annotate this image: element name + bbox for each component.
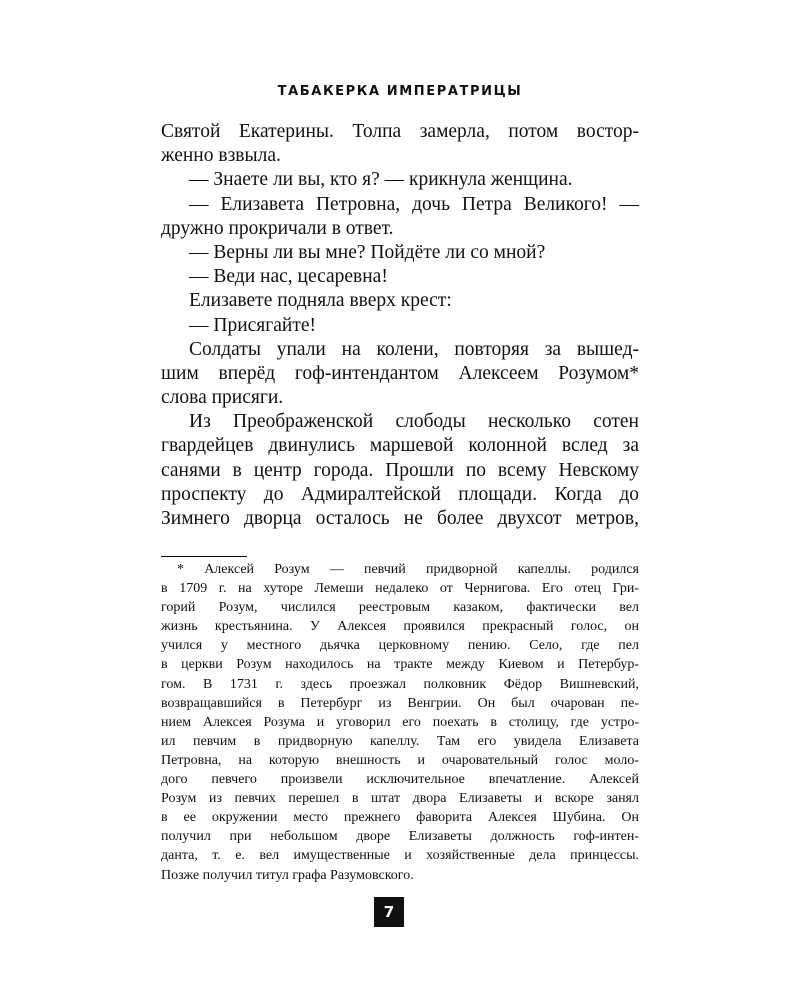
footnote-line: получил при небольшом дворе Елизаветы должность гоф-интен- [161, 829, 639, 845]
body-text [161, 120, 639, 531]
footnote-line: горий Розум, числился реестровым казаком, фактически вел [161, 600, 639, 616]
running-title: ТАБАКЕРКА ИМПЕРАТРИЦЫ [277, 84, 523, 99]
text-line: Святой Екатерины. Толпа замерла, потом востор- [161, 121, 639, 142]
footnote-line: Розум из певчих перешел в штат двора Елизаветы и вскоре занял [161, 791, 639, 807]
footnote-line: в ее окружении место прежнего фаворита Алексея Шубина. Он [161, 810, 639, 826]
text-line: гвардейцев двинулись маршевой колонной вслед за [161, 435, 639, 457]
text-line: — Присягайте! [189, 314, 317, 336]
footnote-line: дого певчего произвели исключительное впечатление. Алексей [161, 772, 639, 788]
footnote-line: жизнь крестьянина. У Алексея проявился прекрасный голос, он [161, 619, 639, 635]
footnote-line: в церкви Розум находилось на тракте между Киевом и Петербур- [161, 657, 639, 673]
text-line: — Знаете ли вы, кто я? — крикнула женщина. [189, 169, 573, 191]
text-line: Елизавете подняла вверх крест: [189, 290, 452, 312]
text-line: женно взвыла. [161, 145, 281, 167]
footnote-line: гом. В 1731 г. здесь проезжал полковник Фёдор Вишневский, [161, 676, 639, 692]
page-number: 7 [374, 897, 404, 927]
footnote-line: * Алексей Розум — певчий придворной капеллы. родился [177, 562, 639, 577]
footnote-line: ил певчим в придворную капеллу. Там его увидела Елизавета [161, 733, 639, 749]
text-line: слова присяги. [161, 387, 284, 409]
text-line: — Верны ли вы мне? Пойдёте ли со мной? [189, 241, 546, 263]
text-line: санями в центр города. Прошли по всему Невскому [161, 459, 639, 481]
footnote-line: учился у местного дьячка церковному пению. Село, где пел [161, 638, 639, 654]
footnote-line: в 1709 г. на хуторе Лемеши недалеко от Чернигова. Его отец Гри- [161, 581, 639, 597]
footnote-line: Петровна, на которую внешность и очаровательный голос моло- [161, 752, 639, 768]
text-line: — Веди нас, цесаревна! [189, 266, 388, 288]
text-line: — Елизавета Петровна, дочь Петра Великого! — [189, 193, 639, 215]
footnote-line: данта, т. е. вел имущественные и хозяйственные дела принцессы. [161, 848, 639, 864]
text-line: дружно прокричали в ответ. [161, 217, 394, 239]
footnote-line: возвращавшийся в Петербург из Венгрии. Он был очарован пе- [161, 695, 639, 711]
footnote [161, 560, 639, 885]
footnote-line: Позже получил титул графа Разумовского. [161, 867, 414, 883]
text-line: Солдаты упали на колени, повторяя за вышед- [189, 338, 639, 360]
footnote-line: нием Алексея Розума и уговорил его поехать в столицу, где устро- [161, 714, 639, 730]
text-line: шим вперёд гоф-интендантом Алексеем Розумом* [161, 362, 639, 384]
text-line: Из Преображенской слободы несколько сотен [189, 411, 639, 433]
footnote-divider [161, 556, 247, 557]
text-line: Зимнего дворца осталось не более двухсот метров, [161, 508, 639, 529]
text-line: проспекту до Адмиралтейской площади. Когда до [161, 483, 639, 505]
